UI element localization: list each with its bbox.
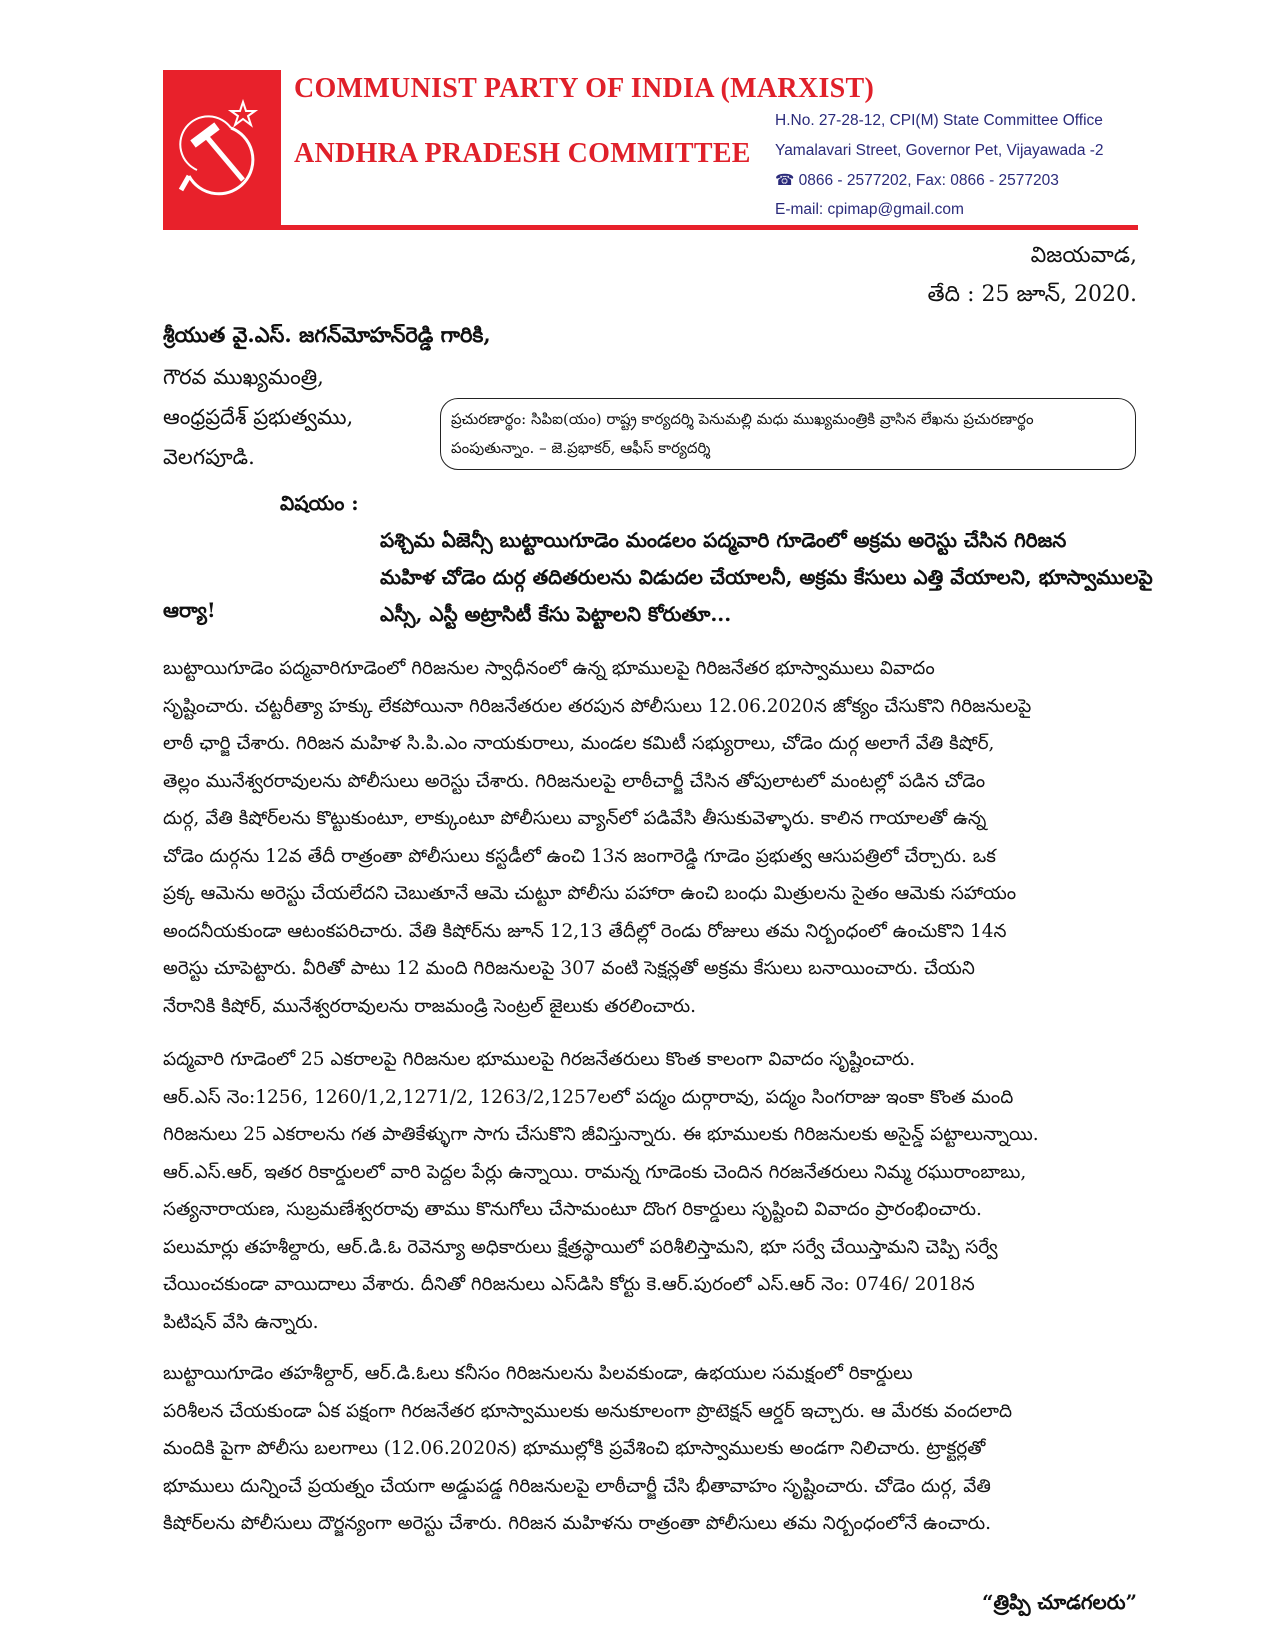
paragraph-line: అరెస్టు చూపెట్టారు. వీరితో పాటు 12 మంది గిరిజనులపై 307 వంటి సెక్షన్లతో అక్రమ కేసులు బనాయించారు. చేయని <box>163 958 975 979</box>
paragraph-line: గిరిజనులు 25 ఎకరాలను గత పాతికేళ్ళుగా సాగు చేసుకొని జీవిస్తున్నారు. ఈ భూములకు గిరిజనులకు అసైన్డ్ పట్టాలున్నాయి. <box>163 1124 1039 1145</box>
paragraph-line: చోడెం దుర్గను 12వ తేదీ రాత్రంతా పోలీసులు కస్టడీలో ఉంచి 13న జంగారెడ్డి గూడెం ప్రభుత్వ ఆసుపత్రిలో చేర్చారు. ఒక <box>163 845 996 867</box>
recipient-government: ఆంధ్రప్రదేశ్ ప్రభుత్వము, <box>163 405 354 429</box>
paragraph-line: పలుమార్లు తహశీల్దారు, ఆర్.డి.ఓ రెవెన్యూ అధికారులు క్షేత్రస్థాయిలో పరిశీలిస్తామని, భూ సర్వే చేయిస్తామని చెప్పి సర్వే <box>163 1236 998 1258</box>
committee-name: ANDHRA PRADESH COMMITTEE <box>294 138 751 169</box>
letterhead <box>163 70 1138 230</box>
paragraph-line: భూములు దున్నించే ప్రయత్నం చేయగా అడ్డుపడ్డ గిరిజనులపై లాఠీచార్జీ చేసి భీతావాహం సృష్టించారు. చోడెం దుర్గ, వేతి <box>163 1475 991 1497</box>
office-address-line2: Yamalavari Street, Governor Pet, Vijayawada -2 <box>775 142 1104 159</box>
subject-block <box>280 485 1153 626</box>
letterhead-divider <box>163 225 1138 230</box>
paragraph-line: పరిశీలన చేయకుండా ఏక పక్షంగా గిరజనేతర భూస్వాములకు అనుకూలంగా ప్రొటెక్షన్ ఆర్డర్ ఇచ్చారు. ఆ మేరకు వందలాది <box>163 1400 1013 1422</box>
paragraph-line: ఆర్.ఎస్.ఆర్, ఇతర రికార్డులలో వారి పెద్దల పేర్లు ఉన్నాయి. రామన్న గూడెంకు చెందిన గిరజనేతరులు నిమ్మ రఘురాంబాబు, <box>163 1161 1027 1183</box>
paragraph-line: తెల్లం మునేశ్వరరావులను పోలీసులు అరెస్టు చేశారు. గిరిజనులపై లాఠీచార్జీ చేసిన తోపులాటలో మంటల్లో పడిన చోడెం <box>163 770 986 792</box>
body-paragraph <box>163 1355 1138 1543</box>
subject-line: ఎస్సీ, ఎస్టీ అట్రాసిటీ కేసు పెట్టాలని కోరుతూ... <box>380 602 732 626</box>
letter-place: విజయవాడ, <box>1030 243 1137 268</box>
recipient-title: గౌరవ ముఖ్యమంత్రి, <box>163 365 324 389</box>
party-name: COMMUNIST PARTY OF INDIA (MARXIST) <box>294 73 875 104</box>
body-paragraph <box>163 1041 1138 1341</box>
subject-line: మహిళ చోడెం దుర్గ తదితరులను విడుదల చేయాలనీ, అక్రమ కేసులు ఎత్తి వేయాలని, భూస్వాములపై <box>380 565 1153 589</box>
press-note-line2: పంపుతున్నాం. – జె.ప్రభాకర్, ఆఫీస్ కార్యదర్శి <box>451 439 711 457</box>
paragraph-line: ప్రక్క ఆమెను అరెస్టు చేయలేదని చెబుతూనే ఆమె చుట్టూ పోలీసు పహారా ఉంచి బంధు మిత్రులను సైతం ఆమెకు సహాయం <box>163 883 1017 904</box>
recipient-name: శ్రీయుత వై.ఎస్. జగన్‌మోహన్‌రెడ్డి గారికి, <box>163 322 491 347</box>
paragraph-line: అందనీయకుండా ఆటంకపరిచారు. వేతి కిషోర్‌ను జూన్ 12,13 తేదీల్లో రెండు రోజులు తమ నిర్బంధంలో ఉంచుకొని 14న <box>163 920 1007 942</box>
party-logo <box>163 70 281 230</box>
office-address-line1: H.No. 27-28-12, CPI(M) State Committee Office <box>775 112 1103 129</box>
paragraph-line: బుట్టాయిగూడెం తహశీల్దార్, ఆర్.డి.ఓలు కనీసం గిరిజనులను పిలవకుండా, ఉభయుల సమక్షంలో రికార్డులు <box>163 1363 913 1384</box>
paragraph-line: సత్యనారాయణ, సుబ్రమణేశ్వరరావు తాము కొనుగోలు చేసామంటూ దొంగ రికార్డులు సృష్టించి వివాదం ప్రారంభించారు. <box>163 1199 982 1220</box>
salutation: ఆర్యా! <box>163 598 216 622</box>
press-release-note <box>440 398 1136 470</box>
letter-date: తేది : 25 జూన్, 2020. <box>927 282 1137 307</box>
page-turn-note: “త్రిప్పి చూడగలరు” <box>981 1590 1137 1614</box>
paragraph-line: నేరానికి కిషోర్, మునేశ్వరరావులను రాజమండ్రి సెంట్రల్ జైలుకు తరలించారు. <box>163 995 697 1017</box>
paragraph-line: దుర్గ, వేతి కిషోర్‌లను కొట్టుకుంటూ, లాక్కుంటూ పోలీసులు వ్యాన్‌లో పడివేసి తీసుకువెళ్ళారు. కాలిన గాయాలతో ఉన్న <box>163 808 987 829</box>
paragraph-line: సృష్టించారు. చట్టరీత్యా హక్కు లేకపోయినా గిరిజనేతరుల తరపున పోలీసులు 12.06.2020న జోక్యం చేసుకొని గిరిజనులపై <box>163 695 1032 717</box>
paragraph-line: మందికి పైగా పోలీసు బలగాలు (12.06.2020న) భూముల్లోకి ప్రవేశించి భూస్వాములకు అండగా నిలిచారు. ట్రాక్టర్లతో <box>163 1438 986 1459</box>
email-address: E-mail: cpimap@gmail.com <box>775 201 964 218</box>
recipient-place: వెలగపూడి. <box>163 445 255 469</box>
phone-fax: ☎ 0866 - 2577202, Fax: 0866 - 2577203 <box>775 172 1059 189</box>
paragraph-line: కిషోర్‌లను పోలీసులు దౌర్జన్యంగా అరెస్టు చేశారు. గిరిజన మహిళను రాత్రంతా పోలీసులు తమ నిర్బంధంలోనే ఉంచారు. <box>163 1513 991 1534</box>
paragraph-line: పిటిషన్ వేసి ఉన్నారు. <box>163 1311 319 1333</box>
paragraph-line: లాఠీ ఛార్జి చేశారు. గిరిజన మహిళ సి.పి.ఎం నాయకురాలు, మండల కమిటీ సభ్యురాలు, చోడెం దుర్గ అలాగే వేతి కిషోర్, <box>163 733 995 754</box>
press-note-line1: ప్రచురణార్థం: సిపిఐ(యం) రాష్ట్ర కార్యదర్శి పెనుమల్లి మధు ముఖ్యమంత్రికి వ్రాసిన లేఖను ప్రచురణార్థం <box>451 410 1034 428</box>
hammer-sickle-star-icon <box>171 98 271 198</box>
body-paragraph <box>163 650 1138 1025</box>
subject-label: విషయం : <box>280 491 359 515</box>
paragraph-line: పద్మవారి గూడెంలో 25 ఎకరాలపై గిరిజనుల భూములపై గిరజనేతరులు కొంత కాలంగా వివాదం సృష్టించారు. <box>163 1049 916 1070</box>
paragraph-line: బుట్టాయిగూడెం పద్మవారిగూడెంలో గిరిజనుల స్వాధీనంలో ఉన్న భూములపై గిరిజనేతర భూస్వాములు వివాదం <box>163 658 935 679</box>
paragraph-line: ఆర్.ఎస్ నెం:1256, 1260/1,2,1271/2, 1263/2,1257లలో పద్మం దుర్గారావు, పద్మం సింగరాజు ఇంకా కొంత మంది <box>163 1086 1014 1108</box>
paragraph-line: చేయించకుండా వాయిదాలు వేశారు. దీనితో గిరిజనులు ఎస్‌డిసి కోర్టు కె.ఆర్.పురంలో ఎస్.ఆర్ నెం: 0746/ 2018న <box>163 1274 975 1295</box>
subject-line: పశ్చిమ ఏజెన్సీ బుట్టాయిగూడెం మండలం పద్మవారి గూడెంలో అక్రమ అరెస్టు చేసిన గిరిజన <box>380 528 1067 552</box>
